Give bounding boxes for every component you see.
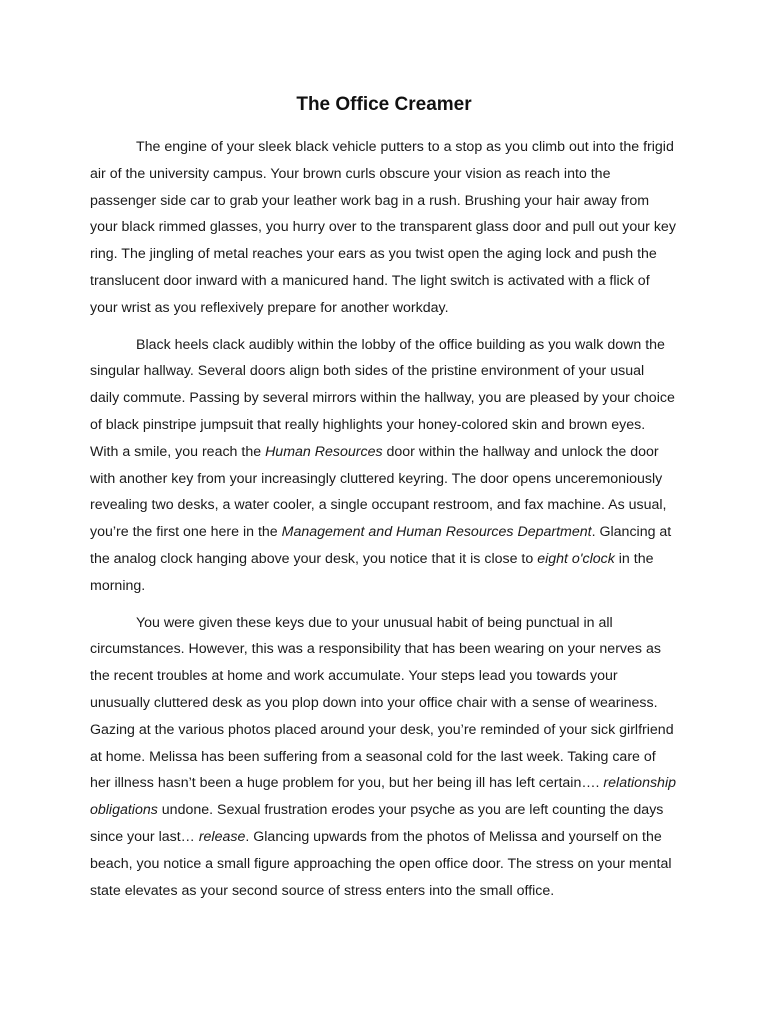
text-run: undone. Sexual frustration erodes your psyche as you are left counting the days since your last… [90,802,664,845]
body-paragraph [90,332,676,600]
document-body [90,134,676,904]
text-run: . Glancing upwards from the photos of Melissa and yourself on the beach, you notice a small figure approaching the open office door. The stress on your mental state elevates as your second source of stress enters into the small office. [90,828,672,899]
text-run: door within the hallway and unlock the door with another key from your increasingly cluttered keyring. The door opens unceremoniously revealing two desks, a water cooler, a single occupant restroom, and fax machine. As usual, you’re the first one here in the [90,443,667,541]
body-paragraph [90,610,676,905]
body-paragraph [90,134,676,322]
text-run: . Glancing at the analog clock hanging above your desk, you notice that it is close to [90,524,672,567]
text-run: The engine of your sleek black vehicle putters to a stop as you climb out into the frigid air of the university campus. Your brown curls obscure your vision as reach into the passenger side car to grab your leather work bag in a rush. Brushing your hair away from your black rimmed glasses, you hurry over to the transparent glass door and pull out your key ring. The jingling of metal reaches your ears as you twist open the aging lock and push the translucent door inward with a manicured hand. The light switch is activated with a flick of your wrist as you reflexively prepare for another workday. [90,139,676,316]
document-title: The Office Creamer [296,94,472,115]
italic-text-run: eight o'clock [537,550,615,567]
text-run: You were given these keys due to your unusual habit of being punctual in all circumstances. However, this was a responsibility that has been wearing on your nerves as the recent troubles at home and work accumulate. Your steps lead you towards your unusually cluttered desk as you plop down into your office chair with a sense of weariness. Gazing at the various photos placed around your desk, you’re reminded of your sick girlfriend at home. Melissa has been suffering from a seasonal cold for the last week. Taking care of her illness hasn’t been a huge problem for you, but her being ill has left certain…. [90,614,674,792]
italic-text-run: relationship obligations [90,775,676,819]
text-run: in the morning. [90,550,654,594]
italic-text-run: Management and Human Resources Department [281,524,592,541]
italic-text-run: Human Resources [265,443,383,460]
text-run: Black heels clack audibly within the lobby of the office building as you walk down the singular hallway. Several doors align both sides of the pristine environment of your usual daily commute. Passing by several mirrors within the hallway, you are pleased by your choice of black pinstripe jumpsuit that really highlights your honey-colored skin and brown eyes. With a smile, you reach the [90,336,675,460]
italic-text-run: release [198,828,246,845]
